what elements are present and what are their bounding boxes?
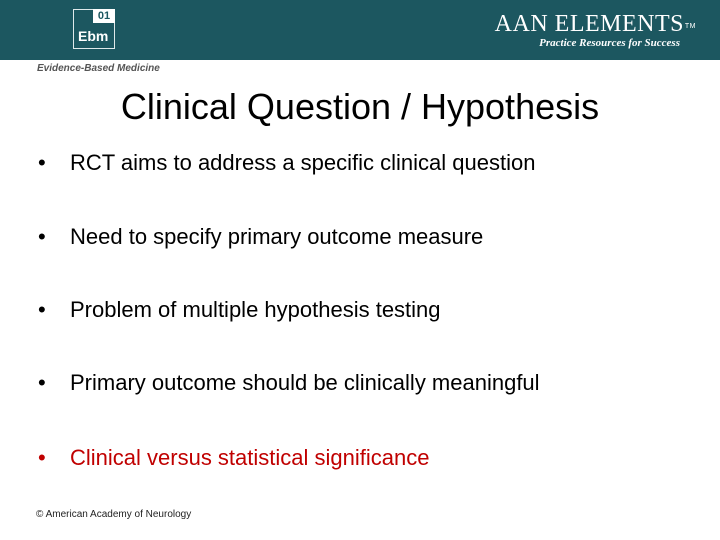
slide-title: Clinical Question / Hypothesis xyxy=(120,86,600,127)
header-bar xyxy=(0,0,720,60)
ebm-logo-text: Ebm xyxy=(78,28,109,44)
bullet-text: Need to specify primary outcome measure xyxy=(70,224,484,249)
bullet-text: Problem of multiple hypothesis testing xyxy=(70,297,441,322)
aan-logo-tagline: Practice Resources for Success xyxy=(539,37,680,49)
aan-elements-logo xyxy=(494,11,696,49)
bullet-marker: • xyxy=(38,224,46,249)
ebm-logo-box: 01 xyxy=(93,9,115,23)
copyright-footer: © American Academy of Neurology xyxy=(36,509,192,520)
aan-logo-title: AAN ELEMENTS xyxy=(494,11,684,37)
bullet-marker: • xyxy=(38,445,46,470)
bullet-item xyxy=(38,295,441,325)
bullet-item-highlight xyxy=(38,443,429,473)
bullet-item xyxy=(38,148,535,178)
bullet-text: Clinical versus statistical significance xyxy=(70,445,430,470)
bullet-item xyxy=(38,222,483,252)
aan-logo-tm: TM xyxy=(684,23,696,30)
ebm-caption: Evidence-Based Medicine xyxy=(37,63,160,74)
bullet-text: Primary outcome should be clinically meaningful xyxy=(70,370,540,395)
bullet-text: RCT aims to address a specific clinical question xyxy=(70,150,536,175)
bullet-marker: • xyxy=(38,297,46,322)
bullet-marker: • xyxy=(38,150,46,175)
bullet-item xyxy=(38,368,540,398)
ebm-logo xyxy=(73,9,115,49)
bullet-marker: • xyxy=(38,370,46,395)
